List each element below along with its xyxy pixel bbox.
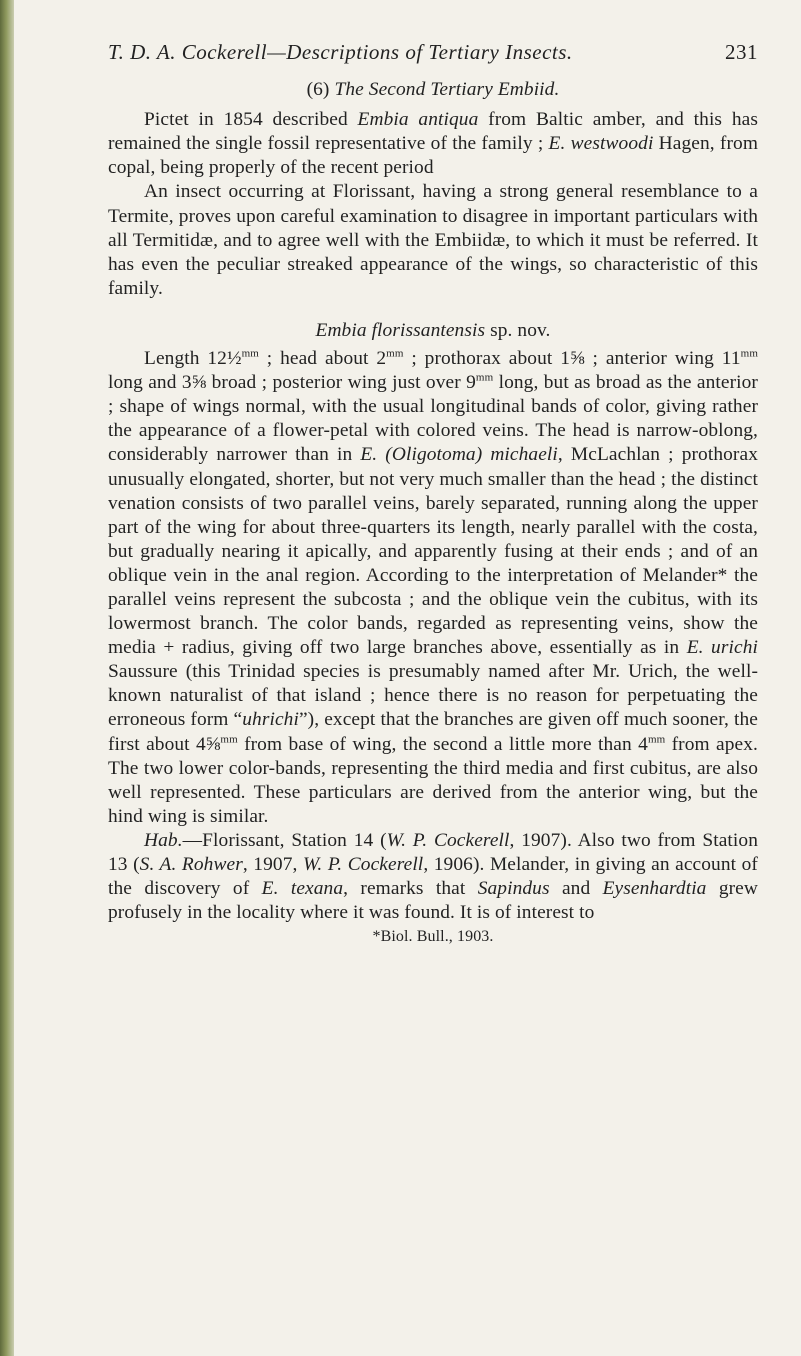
book-spine-edge [0, 0, 14, 1356]
running-head [108, 40, 758, 64]
paragraph-intro: Pictet in 1854 described Embia antiqua from Baltic amber, and this has remained the single fossil representative of the family ; E. westwoodi Hagen, from copal, being properly of the recent period [108, 109, 759, 179]
paragraph-habitat: Hab.—Florissant, Station 14 (W. P. Cockerell, 1907). Also two from Station 13 (S. A. Rohwer, 1907, W. P. Cockerell, 1906). Melander, in giving an account of the discovery of E. texana, remarks that Sapindus and Eysenhardtia grew profusely in the locality where it was found. It is of interest to [108, 829, 758, 924]
paragraph-description: Length 12½$^{mm}$ ; head about $2^{mm}$ ; prothorax about 1⅝ ; anterior wing $11^{mm}$ long and 3⅝ broad ; posterior wing just over $9^{mm}$ long, but as broad as the anterior ; shape of wings normal, with the usual longitudinal bands of color, giving rather the appearance of a flower-petal with colored veins. The head is narrow-oblong, considerably narrower than in E. (Oligotoma) michaeli, McLachlan ; prothorax unusually elongated, shorter, but not very much smaller than the head ; the distinct venation consists of two parallel veins, barely separated, running along the upper part of the wing for about three-quarters its length, nearly parallel with the costa, but gradually nearing it apically, and apparently fusing at their ends ; and of an oblique vein in the anal region. According to the interpretation of Melander* the parallel veins represent the subcosta ; and the oblique vein the cubitus, with its lowermost branch. The color bands, regarded as representing veins, show the media + radius, giving off two large branches above, essentially as in E. urichi Saussure (this Trinidad species is presumably named after Mr. Urich, the well-known naturalist of that island ; hence there is no reason for perpetuating the erroneous form “uhrichi”), except that the branches are given off much sooner, the first about 4⅝$^{mm}$ from base of wing, the second a little more than $4^{mm}$ from apex. The two lower color-bands, representing the third media and first cubitus, are also well represented. These particulars are derived from the anterior wing, but the hind wing is similar. [108, 347, 758, 827]
paragraph-florissant: An insect occurring at Florissant, having a strong general resemblance to a Termite, proves upon careful examination to disagree in important particulars with all Termitidæ, and to agree well with the Embiidæ, to which it must be referred. It has even the peculiar streaked appearance of the wings, so characteristic of this family. [108, 181, 758, 299]
species-name: Embia florissantensis [315, 319, 486, 341]
section-title-text: The Second Tertiary Embiid. [334, 79, 560, 101]
running-title: T. D. A. Cockerell—Descriptions of Tertiary Insects. [108, 40, 573, 64]
page-number: 231 [725, 40, 758, 64]
species-heading: Embia florissantensis sp. nov. [315, 319, 551, 341]
section-number: (6) [306, 79, 330, 101]
footnote: *Biol. Bull., 1903. [372, 928, 494, 946]
page-body [108, 40, 758, 947]
section-title [108, 78, 758, 102]
